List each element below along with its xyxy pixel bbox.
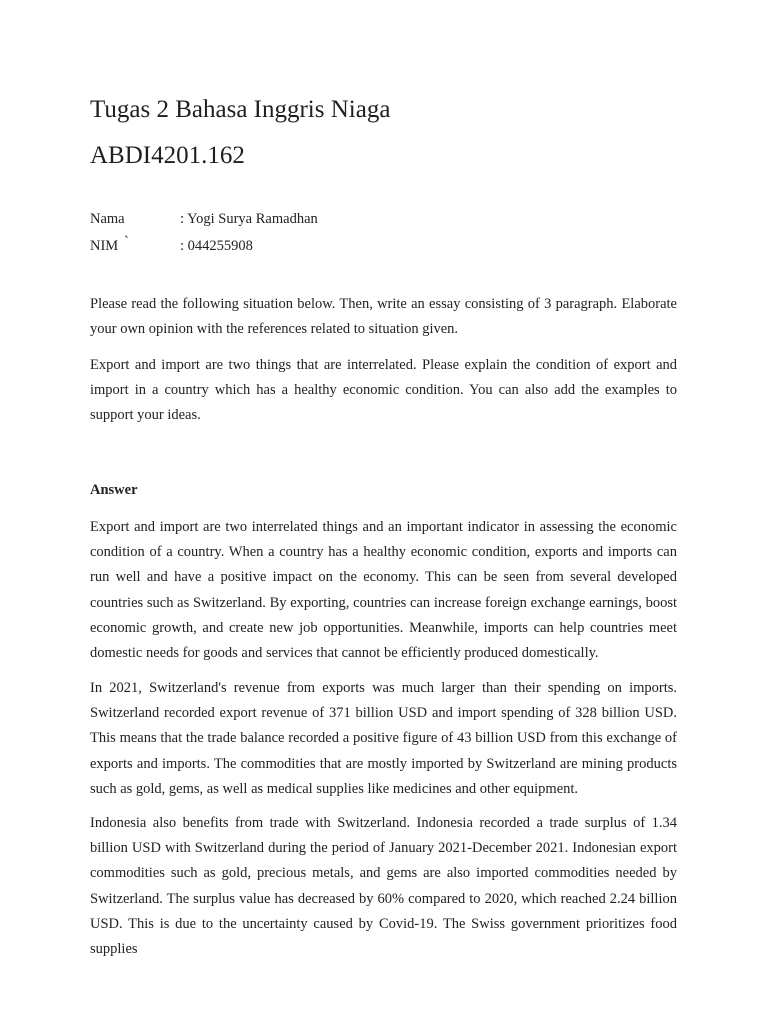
course-code: ABDI4201.162 <box>90 142 245 169</box>
meta-tick-nim: ` <box>124 234 129 250</box>
meta-value-nim: : 044255908 <box>180 238 253 254</box>
answer-paragraph-3: Indonesia also benefits from trade with Switzerland. Indonesia recorded a trade surplus of 1.34 billion USD with Switzerland during the period of January 2021-December 2021. Indonesian export commodities such as gold, precious metals, and gems are also imported commodities needed by Switzerland. The surplus value has decreased by 60% compared to 2020, which reached 2.24 billion USD. This is due to the uncertainty caused by Covid-19. The Swiss government prioritizes food supplies <box>90 815 677 958</box>
answer-heading: Answer <box>90 482 138 498</box>
document-title: Tugas 2 Bahasa Inggris Niaga <box>90 96 391 123</box>
instruction-paragraph-1: Please read the following situation below. Then, write an essay consisting of 3 paragraph. Elaborate your own opinion with the references related to situation given. <box>90 296 677 338</box>
instruction-paragraph-2: Export and import are two things that are interrelated. Please explain the condition of export and import in a country which has a healthy economic condition. You can also add the examples to support your ideas. <box>90 357 677 424</box>
meta-label-name: Nama <box>90 211 125 227</box>
meta-value-name: : Yogi Surya Ramadhan <box>180 211 318 227</box>
meta-label-nim: NIM <box>90 238 119 254</box>
answer-paragraph-2: In 2021, Switzerland's revenue from exports was much larger than their spending on imports. Switzerland recorded export revenue of 371 billion USD and import spending of 328 billion USD. This means that the trade balance recorded a positive figure of 43 billion USD from this exchange of exports and imports. The commodities that are mostly imported by Switzerland are mining products such as gold, gems, as well as medical supplies like medicines and other equipment. <box>90 680 677 797</box>
answer-paragraph-1: Export and import are two interrelated things and an important indicator in assessing the economic condition of a country. When a country has a healthy economic condition, exports and imports can run well and have a positive impact on the economy. This can be seen from several developed countries such as Switzerland. By exporting, countries can increase foreign exchange earnings, boost economic growth, and create new job opportunities. Meanwhile, imports can help countries meet domestic needs for goods and services that cannot be efficiently produced domestically. <box>90 519 677 662</box>
